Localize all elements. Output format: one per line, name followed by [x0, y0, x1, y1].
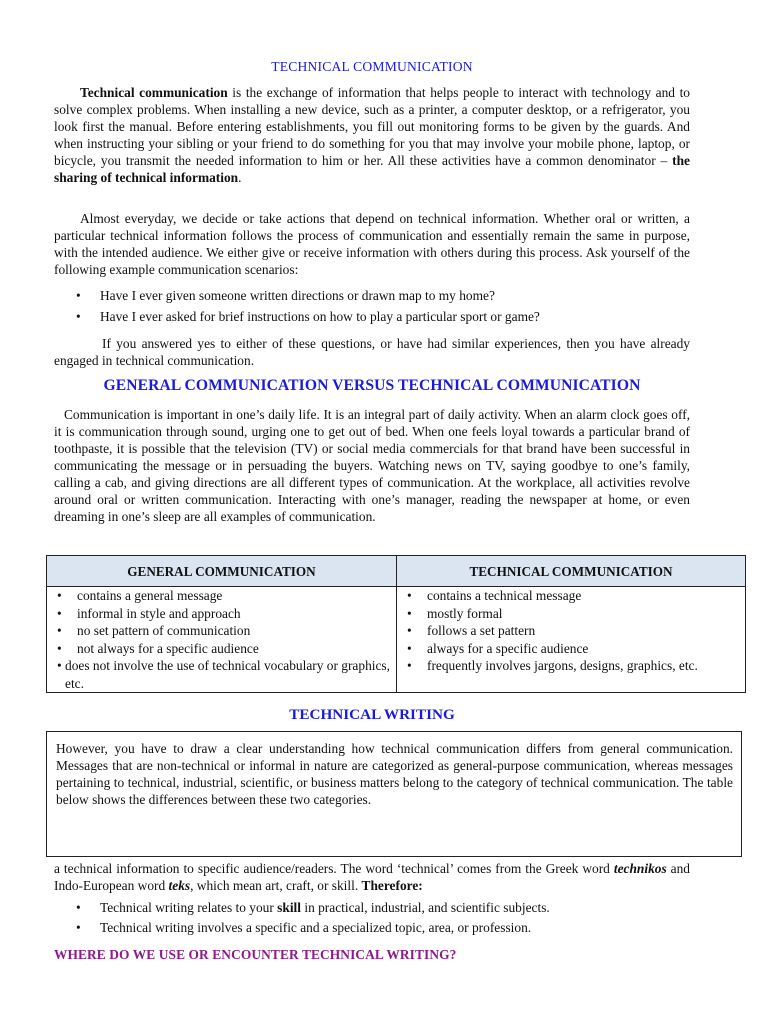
list-item: • Have I ever asked for brief instructions on how to play a particular sport or game? — [54, 308, 690, 325]
general-item-text: does not involve the use of technical vocabulary or graphics, etc. — [65, 658, 390, 691]
point-text: Technical writing involves a specific and a specialized topic, area, or profession. — [100, 920, 532, 935]
list-item — [54, 899, 690, 916]
technical-writing-points — [54, 899, 690, 939]
word-teks: teks — [168, 878, 191, 893]
list-item: • always for a specific audience — [397, 640, 745, 658]
explanation-box — [46, 731, 742, 857]
table-header-technical: TECHNICAL COMMUNICATION — [397, 556, 746, 587]
intro-lead-bold: Technical communication — [80, 85, 228, 100]
origin-text-1: a technical information to specific audience/readers. The word ‘technical’ comes from the Greek word — [54, 861, 614, 876]
point-text-end: in practical, industrial, and scientific subjects. — [301, 900, 550, 915]
word-technikos: technikos — [613, 861, 667, 876]
box-text: However, you have to draw a clear understanding how technical communication differs from general communication. Messages that are non-technical or informal in nature are categorized as general-purpose communication, whereas messages pertaining to technical, industrial, scientific, or business matters belong to the category of technical communication. The table below shows the differences between these two categories. — [56, 741, 733, 807]
list-item: • not always for a specific audience — [47, 640, 396, 658]
paragraph-technical-origin — [54, 860, 690, 894]
heading-where-encounter: WHERE DO WE USE OR ENCOUNTER TECHNICAL WRITING? — [54, 947, 457, 962]
origin-text-2: and Indo-European word — [54, 861, 690, 893]
list-item: • no set pattern of communication — [47, 622, 396, 640]
page-title: TECHNICAL COMMUNICATION — [271, 59, 473, 74]
list-item: • contains a technical message — [397, 587, 745, 605]
therefore-label: Therefore: — [361, 878, 423, 893]
general-column — [47, 587, 397, 693]
list-item: • contains a general message — [47, 587, 396, 605]
table-header-general: GENERAL COMMUNICATION — [47, 556, 397, 587]
list-item: • frequently involves jargons, designs, graphics, etc. — [397, 657, 745, 675]
scenario-questions-list — [54, 287, 690, 329]
point-bold: skill — [277, 900, 301, 915]
list-item: • informal in style and approach — [47, 605, 396, 623]
intro-tail-bold: the sharing of technical information — [54, 153, 690, 185]
comparison-table — [46, 555, 746, 693]
intro-body: is the exchange of information that helps people to interact with technology and to solve complex problems. When installing a new device, such as a printer, a computer desktop, or a refrigerator, you look first the manual. Before entering establishments, you fill out monitoring forms to be given by the guards. And when instructing your sibling or your friend to do something for you that may involve your mobile phone, laptop, or bicycle, you transmit the needed information to him or her. All these activities have a common denominator – — [54, 85, 690, 168]
list-item: • mostly formal — [397, 605, 745, 623]
point-text: Technical writing relates to your — [100, 900, 278, 915]
list-item — [54, 919, 690, 936]
origin-text-3: , which mean art, craft, or skill. — [190, 878, 362, 893]
paragraph-answered-yes: If you answered yes to either of these questions, or have had similar experiences, then you have already engaged in technical communication. — [54, 336, 690, 368]
intro-paragraph — [54, 84, 690, 186]
intro-tail: . — [238, 170, 242, 185]
heading-general-vs-technical: GENERAL COMMUNICATION VERSUS TECHNICAL COMMUNICATION — [103, 377, 641, 394]
heading-technical-writing: TECHNICAL WRITING — [289, 706, 455, 723]
paragraph-everyday: Almost everyday, we decide or take actions that depend on technical information. Whether oral or written, a particular technical information follows the process of communication and essentially remain the same in purpose, with the intended audience. We either give or receive information with others during this process. Ask yourself of the following example communication scenarios: — [54, 211, 690, 277]
list-item: • Have I ever given someone written directions or drawn map to my home? — [54, 287, 690, 304]
paragraph-communication-daily: Communication is important in one’s daily life. It is an integral part of daily activity. When an alarm clock goes off, it is communication through sound, urging one to get out of bed. When one feels loyal towards a particular brand of toothpaste, it is possible that the television (TV) or social media commercials for that brand have been successful in communicating the message or in persuading the buyers. Watching news on TV, saying goodbye to one’s family, calling a cab, and giving directions are all different types of communication. At the workplace, all activities revolve around oral or written communication. Interacting with one’s manager, reading the newspaper at home, or even dreaming in one’s sleep are all examples of communication. — [54, 407, 690, 524]
list-item: • does not involve the use of technical vocabulary or graphics, etc. — [57, 658, 390, 691]
list-item: • follows a set pattern — [397, 622, 745, 640]
technical-column — [397, 587, 746, 693]
